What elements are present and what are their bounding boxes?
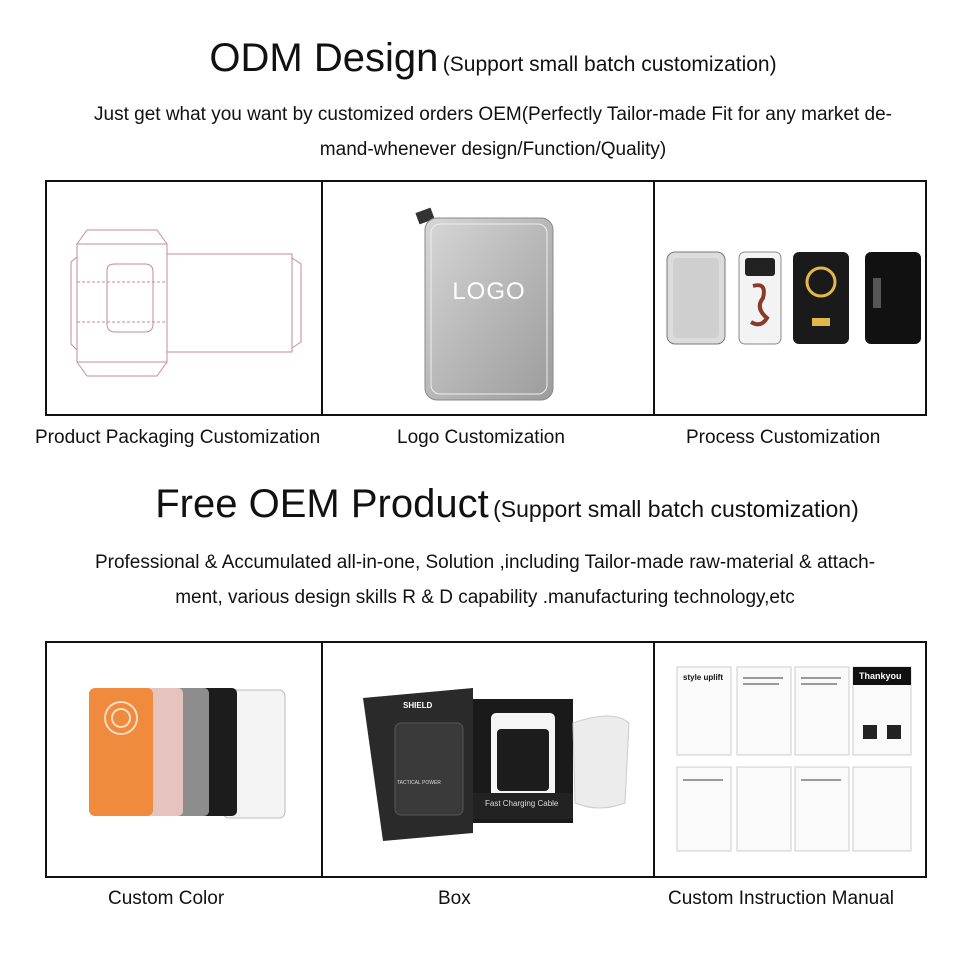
caption-process: Process Customization bbox=[686, 427, 881, 448]
logo-image bbox=[321, 182, 653, 414]
packaging-dieline-icon bbox=[47, 182, 319, 414]
custom-color-image bbox=[47, 643, 321, 876]
section2-image-grid bbox=[45, 641, 927, 878]
section1-description bbox=[0, 97, 960, 167]
section2-description bbox=[0, 545, 960, 615]
caption-packaging: Product Packaging Customization bbox=[35, 427, 321, 448]
box-image bbox=[321, 643, 653, 876]
section2-heading bbox=[0, 482, 960, 527]
manual-brand-label: style uplift bbox=[683, 673, 724, 682]
section2-subtitle: (Support small batch customization) bbox=[493, 496, 859, 522]
caption-custom-color: Custom Color bbox=[108, 888, 225, 909]
manual-image bbox=[653, 643, 925, 876]
section1-subtitle: (Support small batch customization) bbox=[442, 53, 777, 76]
section1-title: ODM Design bbox=[209, 36, 439, 80]
color-power-banks-icon bbox=[47, 643, 319, 876]
section2-description-line2: ment, various design skills R & D capability .manufacturing technology,etc bbox=[175, 587, 795, 608]
box-brand-label: SHIELD bbox=[403, 701, 433, 710]
section2-description-line1: Professional & Accumulated all-in-one, Solution ,including Tailor-made raw-material & attach- bbox=[94, 552, 876, 573]
caption-manual: Custom Instruction Manual bbox=[668, 888, 894, 909]
caption-logo: Logo Customization bbox=[397, 427, 565, 448]
box-tagline-label: TACTICAL POWER bbox=[397, 780, 441, 786]
section1-image-grid bbox=[45, 180, 927, 416]
section1-heading bbox=[0, 36, 960, 81]
logo-placeholder-text: LOGO bbox=[452, 278, 526, 305]
process-image bbox=[653, 182, 925, 414]
retail-box-icon bbox=[323, 643, 653, 876]
section1-description-line1: Just get what you want by customized orders OEM(Perfectly Tailor-made Fit for any market de- bbox=[94, 104, 892, 125]
box-cable-label: Fast Charging Cable bbox=[485, 799, 559, 808]
section2-title: Free OEM Product bbox=[155, 482, 489, 526]
power-bank-variants-icon bbox=[655, 182, 925, 414]
caption-box: Box bbox=[438, 888, 471, 909]
section1-description-line2: mand-whenever design/Function/Quality) bbox=[319, 139, 667, 160]
manual-thanks-label: Thankyou bbox=[859, 671, 902, 681]
packaging-image bbox=[47, 182, 321, 414]
